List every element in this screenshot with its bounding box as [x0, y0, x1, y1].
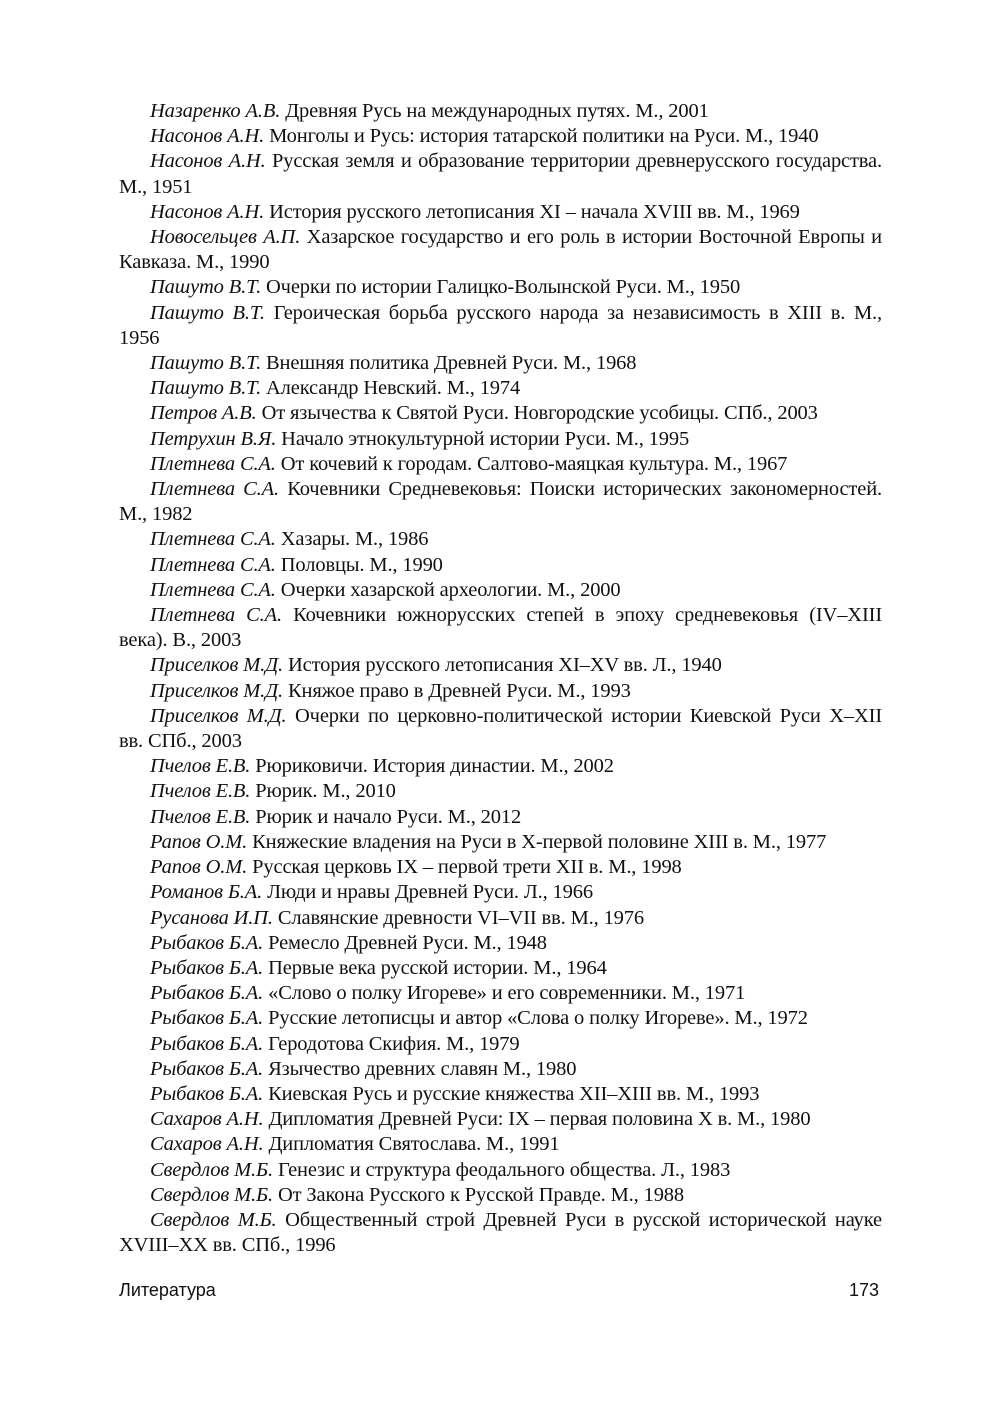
bibliography-entry	[119, 527, 882, 552]
entry-title: Общественный строй Древней Руси в русской исторической науке XVIII–XX вв. СПб., 1996	[119, 1208, 882, 1257]
bibliography-entry	[119, 427, 882, 452]
entry-title: Героическая борьба русского народа за независимость в XIII в. М., 1956	[119, 301, 882, 349]
bibliography-entry	[119, 1107, 882, 1132]
entry-author: Пчелов Е.В.	[150, 805, 251, 828]
entry-author: Насонов А.Н.	[150, 200, 265, 223]
bibliography-entry	[119, 679, 882, 704]
entry-title: Рюрик и начало Руси. М., 2012	[255, 805, 522, 828]
entry-author: Рыбаков Б.А.	[150, 1032, 264, 1055]
entry-title: Половцы. М., 1990	[280, 553, 443, 576]
entry-author: Пчелов Е.В.	[150, 755, 251, 778]
bibliography-entry	[119, 1006, 882, 1031]
entry-author: Плетнева С.А.	[150, 553, 276, 576]
bibliography-entry	[119, 981, 882, 1006]
bibliography-entry	[119, 1082, 882, 1107]
entry-title: Очерки по истории Галицко-Волынской Руси. М., 1950	[266, 276, 741, 299]
bibliography-entry	[119, 906, 882, 931]
bibliography-entry	[119, 754, 882, 779]
entry-title: Славянские древности VI–VII вв. М., 1976	[277, 906, 644, 929]
bibliography-entry	[119, 1057, 882, 1082]
entry-author: Свердлов М.Б.	[150, 1158, 273, 1181]
entry-title: Княжеские владения на Руси в X-первой половине XIII в. М., 1977	[252, 830, 827, 853]
page-footer	[119, 1280, 882, 1306]
entry-title: Монголы и Русь: история татарской политики на Руси. М., 1940	[269, 125, 819, 148]
bibliography-entry	[119, 805, 882, 830]
bibliography-entry	[119, 477, 882, 527]
bibliography-entry	[119, 880, 882, 905]
entry-author: Рапов О.М.	[150, 856, 248, 879]
bibliography-entry	[119, 275, 882, 300]
bibliography-entry	[119, 1183, 882, 1208]
entry-author: Плетнева С.А.	[150, 578, 276, 601]
entry-author: Пашуто В.Т.	[150, 352, 262, 375]
entry-title: Генезис и структура феодального общества. Л., 1983	[277, 1158, 731, 1181]
entry-author: Приселков М.Д.	[150, 654, 284, 677]
entry-author: Плетнева С.А.	[150, 478, 280, 501]
bibliography-list	[119, 99, 882, 1258]
bibliography-entry	[119, 704, 882, 754]
entry-title: Киевская Русь и русские княжества XII–XIII вв. М., 1993	[268, 1082, 760, 1105]
entry-author: Пашуто В.Т.	[150, 377, 262, 400]
entry-author: Пашуто В.Т.	[150, 276, 262, 299]
bibliography-entry	[119, 225, 882, 275]
bibliography-entry	[119, 779, 882, 804]
bibliography-entry	[119, 1132, 882, 1157]
entry-author: Петрухин В.Я.	[150, 427, 277, 450]
entry-author: Рыбаков Б.А.	[150, 982, 264, 1005]
bibliography-entry	[119, 124, 882, 149]
entry-author: Рапов О.М.	[150, 830, 248, 853]
entry-author: Рыбаков Б.А.	[150, 956, 264, 979]
entry-title: Русская земля и образование территории древнерусского государства. М., 1951	[119, 150, 882, 198]
page-number: 173	[848, 1280, 879, 1300]
entry-author: Свердлов М.Б.	[150, 1208, 277, 1231]
bibliography-entry	[119, 401, 882, 426]
bibliography-entry	[119, 351, 882, 376]
entry-title: От кочевий к городам. Салтово-маяцкая культура. М., 1967	[280, 452, 788, 475]
entry-title: История русского летописания XI–XV вв. Л., 1940	[288, 654, 722, 677]
entry-title: Древняя Русь на международных путях. М., 2001	[285, 100, 709, 122]
entry-author: Рыбаков Б.А.	[150, 1057, 264, 1080]
entry-author: Пашуто В.Т.	[150, 301, 265, 324]
bibliography-entry	[119, 376, 882, 401]
entry-author: Рыбаков Б.А.	[150, 1007, 264, 1030]
entry-author: Сахаров А.Н.	[150, 1133, 264, 1156]
entry-author: Приселков М.Д.	[150, 679, 284, 702]
bibliography-entry	[119, 553, 882, 578]
entry-author: Приселков М.Д.	[150, 704, 287, 727]
entry-title: «Слово о полку Игореве» и его современники. М., 1971	[268, 982, 746, 1005]
entry-title: От Закона Русского к Русской Правде. М., 1988	[277, 1183, 685, 1206]
entry-title: От язычества к Святой Руси. Новгородские усобицы. СПб., 2003	[261, 402, 818, 425]
entry-title: Очерки хазарской археологии. М., 2000	[280, 578, 621, 601]
entry-author: Сахаров А.Н.	[150, 1108, 264, 1131]
entry-title: Дипломатия Древней Руси: IX – первая половина X в. М., 1980	[268, 1108, 811, 1131]
entry-author: Рыбаков Б.А.	[150, 931, 264, 954]
entry-author: Петров А.В.	[150, 402, 257, 425]
bibliography-entry	[119, 603, 882, 653]
entry-author: Романов Б.А.	[150, 881, 263, 904]
entry-title: Люди и нравы Древней Руси. Л., 1966	[267, 881, 593, 904]
bibliography-entry	[119, 653, 882, 678]
entry-author: Плетнева С.А.	[150, 452, 276, 475]
bibliography-entry	[119, 931, 882, 956]
entry-title: Русские летописцы и автор «Слова о полку Игореве». М., 1972	[268, 1007, 808, 1030]
entry-author: Насонов А.Н.	[150, 150, 266, 173]
entry-author: Назаренко А.В.	[150, 100, 281, 122]
entry-title: Русская церковь IX – первой трети XII в. М., 1998	[252, 856, 682, 879]
entry-author: Русанова И.П.	[150, 906, 273, 929]
bibliography-entry	[119, 956, 882, 981]
entry-title: Очерки по церковно-политической истории Киевской Руси X–XII вв. СПб., 2003	[119, 704, 882, 753]
bibliography-entry	[119, 301, 882, 351]
entry-author: Плетнева С.А.	[150, 528, 276, 551]
entry-title: Рюрик. М., 2010	[255, 780, 396, 803]
entry-title: Александр Невский. М., 1974	[266, 377, 521, 400]
entry-author: Новосельцев А.П.	[150, 226, 301, 249]
bibliography-entry	[119, 578, 882, 603]
bibliography-entry	[119, 1208, 882, 1258]
entry-title: Начало этнокультурной истории Руси. М., 1995	[281, 427, 690, 450]
entry-title: История русского летописания XI – начала XVIII вв. М., 1969	[269, 200, 800, 223]
bibliography-entry	[119, 855, 882, 880]
entry-title: Дипломатия Святослава. М., 1991	[268, 1133, 560, 1156]
entry-title: Внешняя политика Древней Руси. М., 1968	[266, 352, 637, 375]
entry-title: Рюриковичи. История династии. М., 2002	[255, 755, 614, 778]
entry-title: Язычество древних славян М., 1980	[268, 1057, 577, 1080]
bibliography-entry	[119, 99, 882, 124]
bibliography-entry	[119, 149, 882, 199]
bibliography-entry	[119, 200, 882, 225]
bibliography-entry	[119, 452, 882, 477]
bibliography-entry	[119, 1032, 882, 1057]
entry-author: Плетнева С.А.	[150, 604, 282, 627]
entry-title: Княжое право в Древней Руси. М., 1993	[288, 679, 631, 702]
entry-author: Насонов А.Н.	[150, 125, 265, 148]
entry-title: Геродотова Скифия. М., 1979	[268, 1032, 520, 1055]
entry-title: Первые века русской истории. М., 1964	[268, 956, 607, 979]
entry-title: Кочевники южнорусских степей в эпоху средневековья (IV–XIII века). В., 2003	[119, 604, 882, 652]
entry-author: Рыбаков Б.А.	[150, 1082, 264, 1105]
bibliography-entry	[119, 1158, 882, 1183]
entry-author: Пчелов Е.В.	[150, 780, 251, 803]
entry-title: Кочевники Средневековья: Поиски исторических закономерностей. М., 1982	[119, 478, 882, 526]
bibliography-entry	[119, 830, 882, 855]
entry-author: Свердлов М.Б.	[150, 1183, 273, 1206]
entry-title: Ремесло Древней Руси. М., 1948	[268, 931, 547, 954]
entry-title: Хазары. М., 1986	[280, 528, 429, 551]
entry-title: Хазарское государство и его роль в истории Восточной Европы и Кавказа. М., 1990	[119, 226, 882, 274]
footer-section-title: Литература	[119, 1280, 216, 1300]
